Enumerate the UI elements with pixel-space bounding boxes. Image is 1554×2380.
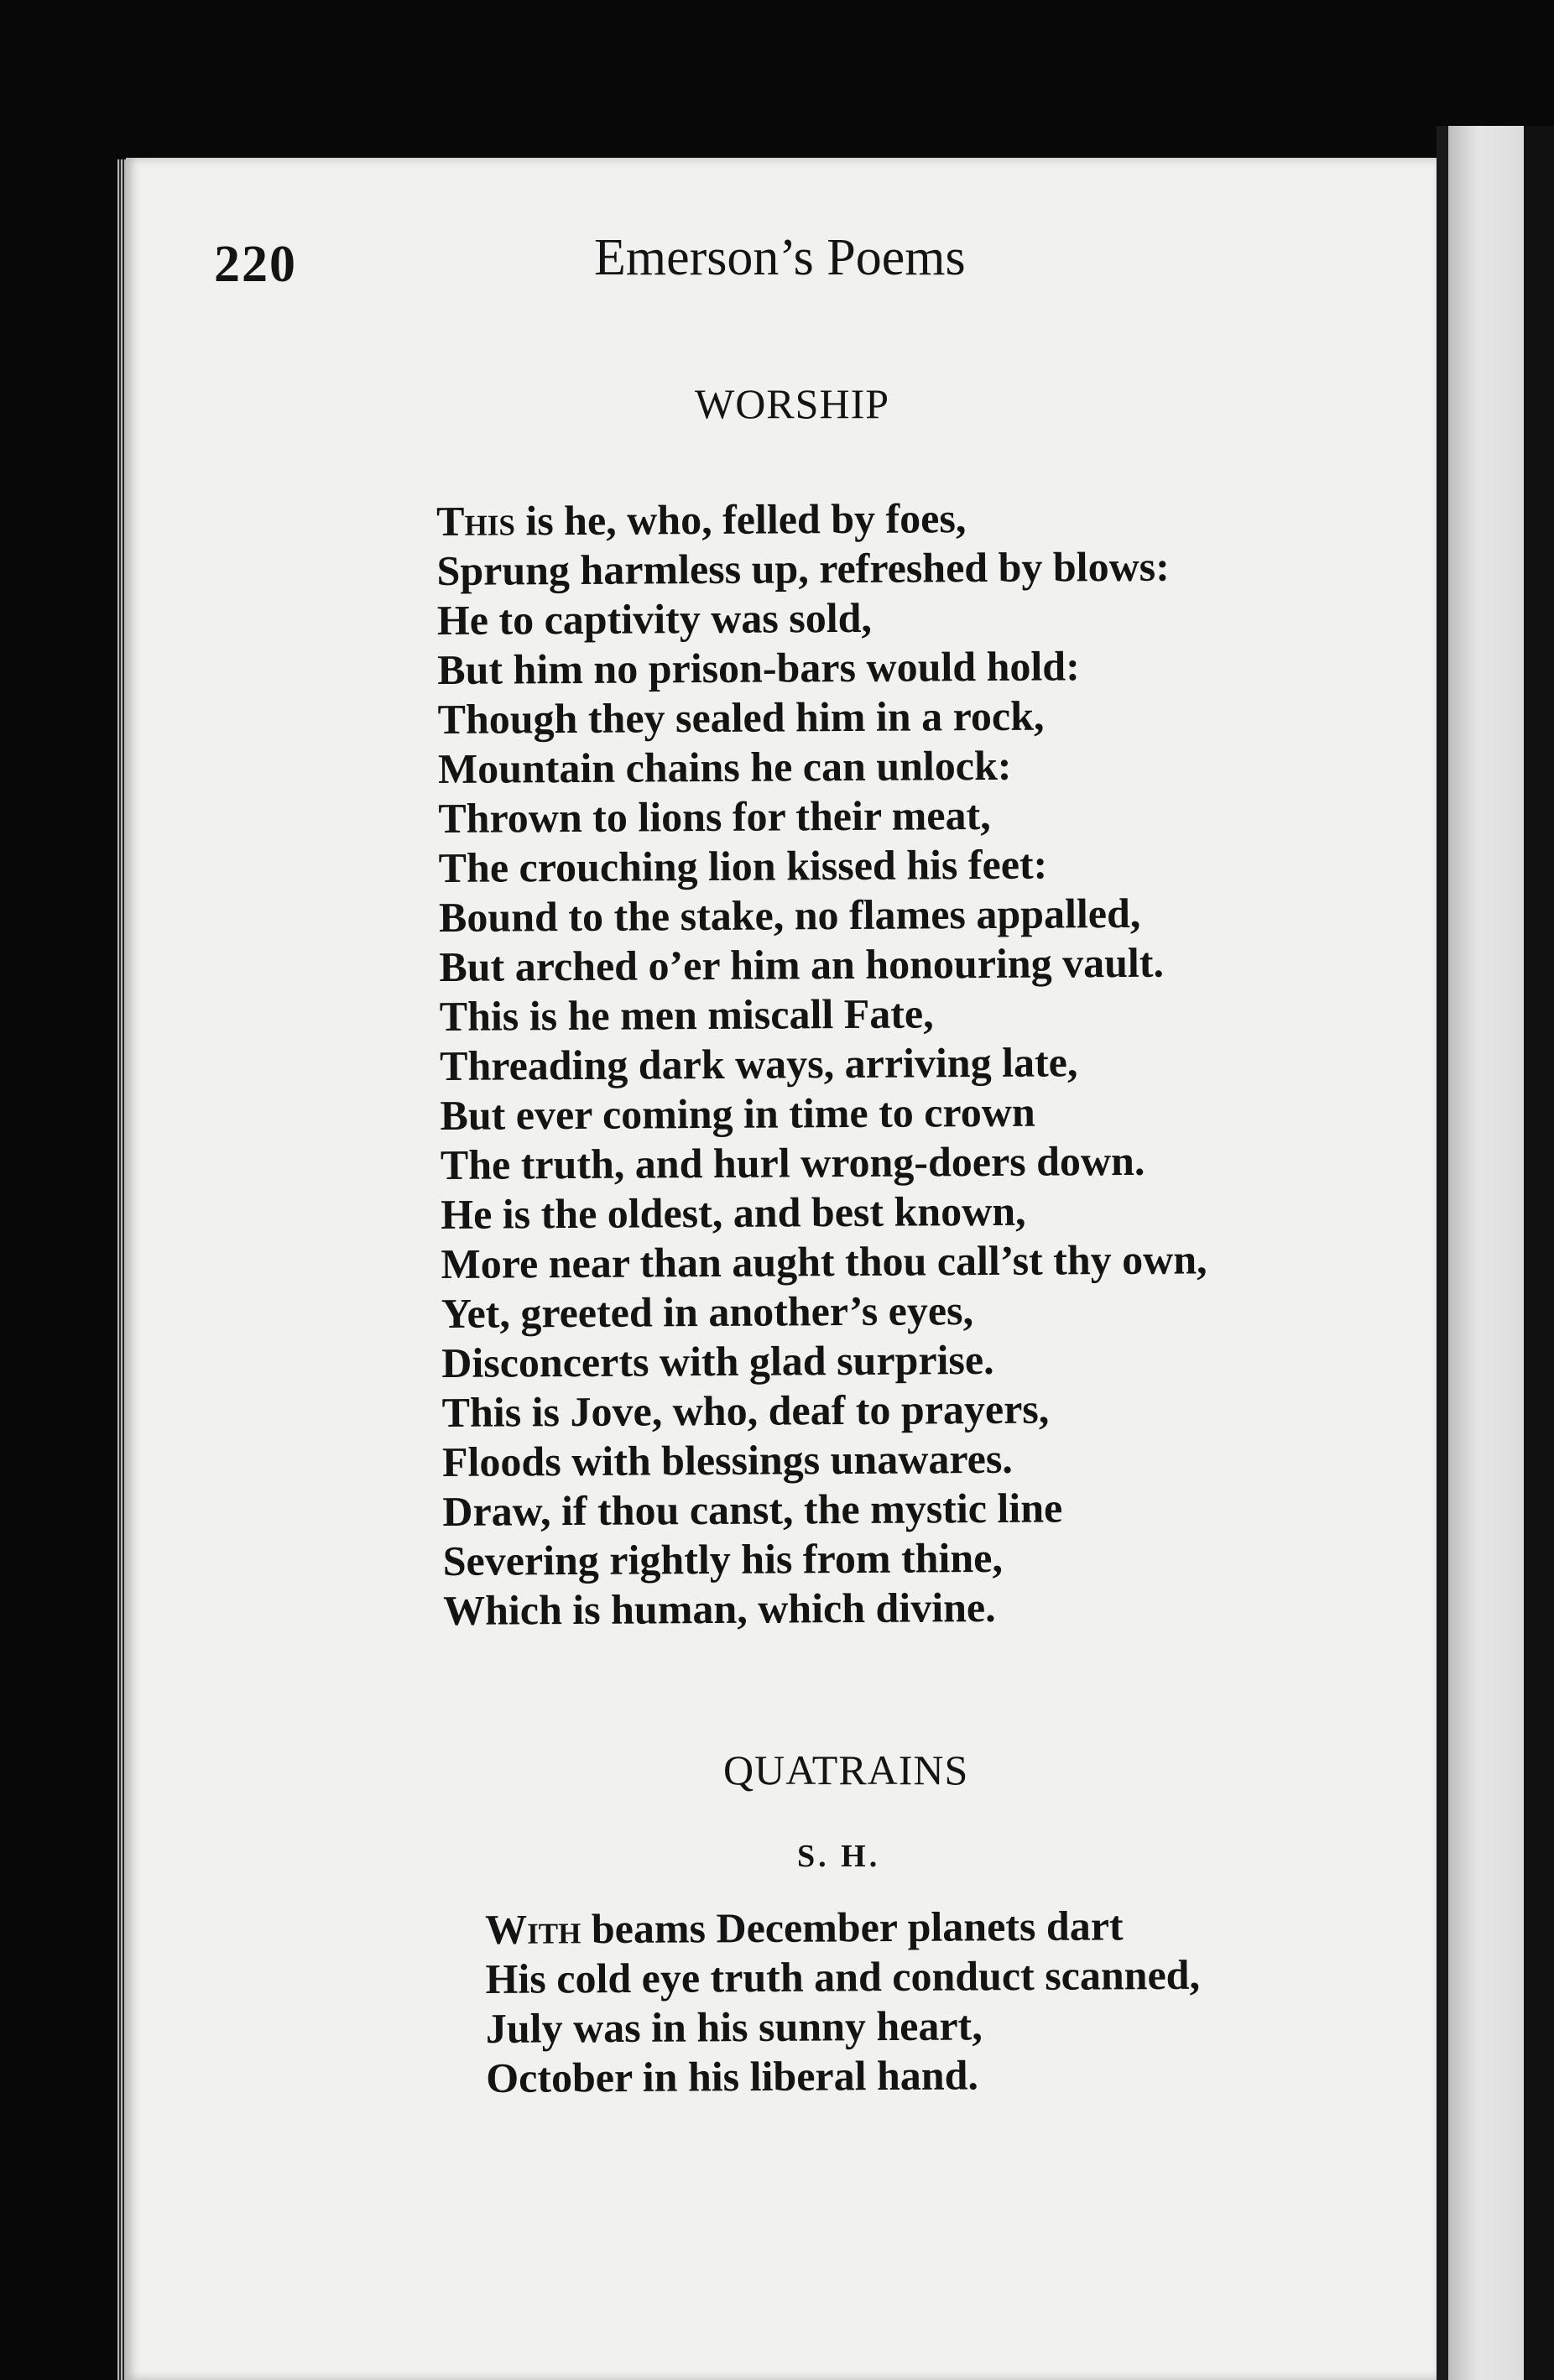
poem-line: Severing rightly his from thine, [442, 1533, 1004, 1584]
quatrain-subtitle: S. H. [797, 1839, 881, 1874]
poem-line: July was in his sunny heart, [485, 2002, 983, 2052]
poem-quatrain [485, 1901, 1201, 2103]
poem-line: October in his liberal hand. [486, 2051, 979, 2101]
poem-line-text: is he, who, felled by foes, [514, 494, 967, 545]
poem-line: Bound to the stake, no flames appalled, [438, 889, 1141, 941]
poem-line [485, 1901, 1200, 1955]
poem-line-text: beams December planets dart [581, 1902, 1124, 1953]
poem-line: But him no prison-bars would hold: [437, 642, 1080, 693]
poem-line: This is Jove, who, deaf to prayers, [441, 1385, 1050, 1436]
section-title-quatrains: QUATRAINS [723, 1746, 969, 1793]
poem-line: Sprung harmless up, refreshed by blows: [436, 542, 1170, 594]
poem-line: He to captivity was sold, [436, 593, 873, 644]
poem-line: The truth, and hurl wrong-doers down. [440, 1136, 1145, 1188]
poem-line: This is he men miscall Fate, [439, 989, 934, 1040]
poem-line: Thrown to lions for their meat, [438, 791, 991, 842]
right-shadow [1524, 126, 1554, 2380]
drop-word: This [436, 497, 516, 545]
poem-line: The crouching lion kissed his feet: [438, 840, 1048, 891]
poem-line: Though they sealed him in a rock, [437, 692, 1045, 743]
page-gutter [1437, 126, 1448, 2380]
poem-line: His cold eye truth and conduct scanned, [485, 1950, 1201, 2002]
poem-line: Mountain chains he can unlock: [437, 741, 1012, 792]
page-number: 220 [214, 236, 297, 293]
poem-line: Disconcerts with glad surprise. [441, 1335, 994, 1386]
poem-line: He is the oldest, and best known, [441, 1187, 1026, 1238]
poem-worship [436, 492, 1209, 1636]
drop-word: With [485, 1905, 581, 1953]
poem-line: But arched o’er him an honouring vault. [439, 938, 1165, 990]
poem-line: But ever coming in time to crown [440, 1088, 1035, 1139]
poem-line: Threading dark ways, arriving late, [439, 1038, 1078, 1089]
next-page-edge [1448, 126, 1524, 2380]
poem-line: More near than aught thou call’st thy own, [441, 1235, 1207, 1287]
poem-line: Which is human, which divine. [442, 1583, 996, 1634]
poem-line: Yet, greeted in another’s eyes, [441, 1287, 974, 1337]
poem-title-worship: WORSHIP [695, 380, 890, 427]
poem-line: Draw, if thou canst, the mystic line [442, 1484, 1063, 1535]
poem-line [436, 492, 1202, 546]
poem-line: Floods with blessings unawares. [441, 1434, 1013, 1485]
running-head: Emerson’s Poems [594, 229, 966, 286]
